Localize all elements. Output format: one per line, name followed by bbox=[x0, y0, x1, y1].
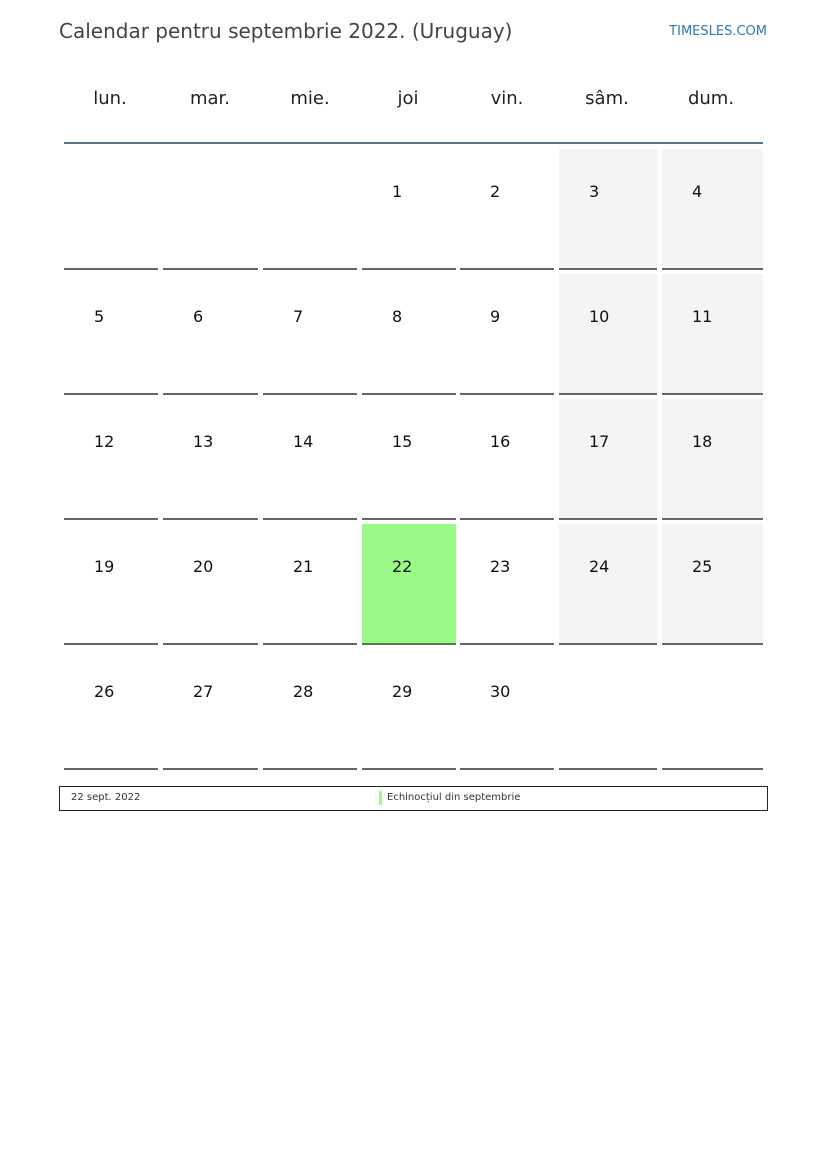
day-number: 20 bbox=[193, 557, 214, 576]
day-number: 16 bbox=[490, 432, 511, 451]
day-number: 17 bbox=[589, 432, 610, 451]
legend-color-swatch bbox=[379, 791, 382, 805]
day-cell[interactable] bbox=[362, 649, 456, 770]
day-number: 12 bbox=[94, 432, 115, 451]
day-cell[interactable] bbox=[662, 149, 763, 270]
day-number: 3 bbox=[589, 182, 600, 201]
day-number: 10 bbox=[589, 307, 610, 326]
weekday-wednesday: mie. bbox=[290, 88, 330, 109]
weekday-tuesday: mar. bbox=[189, 88, 231, 109]
empty-day-cell bbox=[163, 149, 258, 270]
day-cell[interactable] bbox=[263, 524, 357, 645]
legend-date: 22 sept. 2022 bbox=[71, 792, 141, 803]
day-number: 7 bbox=[293, 307, 304, 326]
day-number: 26 bbox=[94, 682, 115, 701]
day-cell[interactable] bbox=[362, 399, 456, 520]
empty-day-cell bbox=[263, 149, 357, 270]
day-number: 14 bbox=[293, 432, 314, 451]
day-number: 13 bbox=[193, 432, 214, 451]
day-cell[interactable] bbox=[460, 649, 554, 770]
day-cell[interactable] bbox=[362, 274, 456, 395]
empty-day-cell bbox=[662, 649, 763, 770]
day-number: 9 bbox=[490, 307, 501, 326]
day-cell[interactable] bbox=[163, 274, 258, 395]
day-cell[interactable] bbox=[662, 274, 763, 395]
day-number: 27 bbox=[193, 682, 214, 701]
day-cell[interactable] bbox=[559, 149, 657, 270]
day-number: 1 bbox=[392, 182, 403, 201]
day-cell[interactable] bbox=[64, 649, 158, 770]
day-cell[interactable] bbox=[263, 649, 357, 770]
header-divider bbox=[64, 142, 763, 144]
day-cell[interactable] bbox=[559, 274, 657, 395]
day-number: 24 bbox=[589, 557, 610, 576]
day-number: 18 bbox=[692, 432, 713, 451]
day-cell[interactable] bbox=[64, 274, 158, 395]
weekday-header-row bbox=[60, 88, 767, 120]
weekday-saturday: sâm. bbox=[585, 88, 629, 109]
day-number: 21 bbox=[293, 557, 314, 576]
day-number: 15 bbox=[392, 432, 413, 451]
day-number: 29 bbox=[392, 682, 413, 701]
day-cell[interactable] bbox=[263, 399, 357, 520]
day-cell[interactable] bbox=[460, 524, 554, 645]
day-cell[interactable] bbox=[163, 399, 258, 520]
day-cell[interactable] bbox=[163, 649, 258, 770]
day-cell[interactable] bbox=[460, 274, 554, 395]
day-cell[interactable] bbox=[64, 524, 158, 645]
day-number: 8 bbox=[392, 307, 403, 326]
weekday-sunday: dum. bbox=[687, 88, 735, 109]
day-number: 28 bbox=[293, 682, 314, 701]
day-cell[interactable] bbox=[662, 399, 763, 520]
day-cell[interactable] bbox=[64, 399, 158, 520]
empty-day-cell bbox=[64, 149, 158, 270]
day-cell[interactable] bbox=[163, 524, 258, 645]
day-cell[interactable] bbox=[460, 399, 554, 520]
day-cell[interactable] bbox=[559, 524, 657, 645]
day-number: 23 bbox=[490, 557, 511, 576]
day-number: 5 bbox=[94, 307, 105, 326]
empty-day-cell bbox=[559, 649, 657, 770]
day-cell[interactable] bbox=[362, 149, 456, 270]
day-cell[interactable] bbox=[460, 149, 554, 270]
weekday-monday: lun. bbox=[93, 88, 127, 109]
weekday-friday: vin. bbox=[490, 88, 524, 109]
day-number: 19 bbox=[94, 557, 115, 576]
day-cell[interactable] bbox=[263, 274, 357, 395]
day-number: 11 bbox=[692, 307, 713, 326]
day-cell[interactable] bbox=[362, 524, 456, 645]
weekday-thursday: joi bbox=[397, 88, 419, 109]
day-number: 4 bbox=[692, 182, 703, 201]
day-number: 2 bbox=[490, 182, 501, 201]
day-number: 6 bbox=[193, 307, 204, 326]
day-cell[interactable] bbox=[662, 524, 763, 645]
page-title: Calendar pentru septembrie 2022. (Uruguay) bbox=[59, 19, 513, 43]
day-cell[interactable] bbox=[559, 399, 657, 520]
day-number: 25 bbox=[692, 557, 713, 576]
day-number: 22 bbox=[392, 557, 413, 576]
legend-holiday-name: Echinocțiul din septembrie bbox=[387, 792, 521, 803]
day-number: 30 bbox=[490, 682, 511, 701]
brand-link[interactable]: TIMESLES.COM bbox=[669, 24, 767, 39]
holiday-legend bbox=[59, 786, 768, 811]
